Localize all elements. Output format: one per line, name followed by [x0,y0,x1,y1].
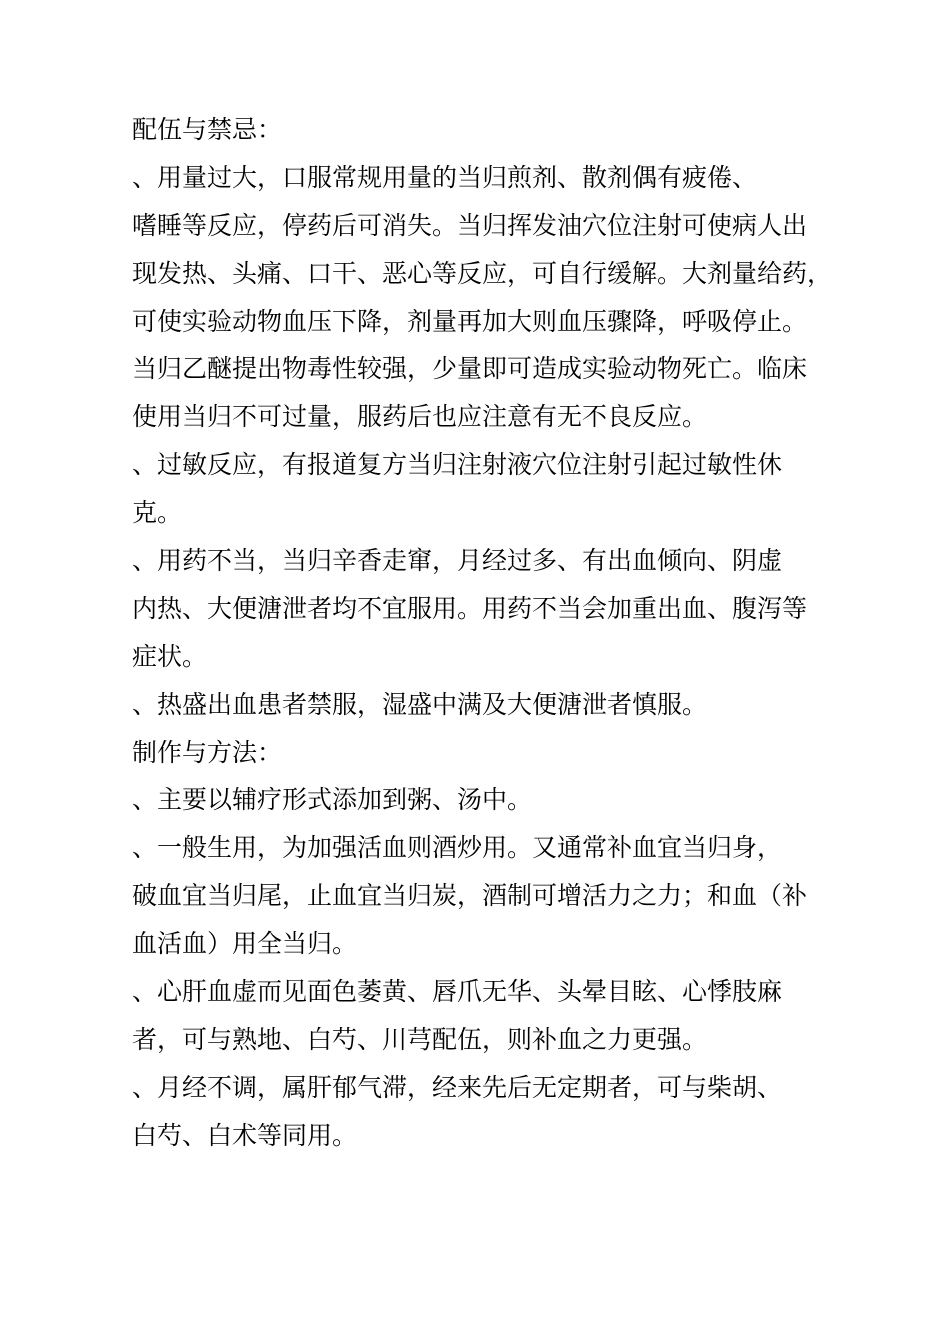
text-line: 破血宜当归尾，止血宜当归炭，酒制可增活力之力；和血（补 [132,881,808,911]
text-line: 、主要以辅疗形式添加到粥、汤中。 [132,785,533,815]
text-line: 症状。 [132,641,208,671]
contraindication-item-3 [132,537,832,681]
contraindication-item-4 [132,681,832,729]
text-line: 嗜睡等反应，停药后可消失。当归挥发油穴位注射可使病人出 [132,210,808,240]
text-line: 、热盛出血患者禁服，湿盛中满及大便溏泄者慎服。 [132,689,708,719]
section-heading-contraindications: 配伍与禁忌： [132,115,283,144]
text-line: 、过敏反应，有报道复方当归注射液穴位注射引起过敏性休 [132,450,783,480]
text-line: 克。 [132,498,183,528]
text-line: 内热、大便溏泄者均不宜服用。用药不当会加重出血、腹泻等 [132,593,808,623]
text-line: 、一般生用，为加强活血则酒炒用。又通常补血宜当归身， [132,833,783,863]
text-line: 白芍、白术等同用。 [132,1120,358,1150]
section-heading-preparation: 制作与方法： [132,737,283,767]
text-line: 、心肝血虚而见面色萎黄、唇爪无华、头晕目眩、心悸肢麻 [132,977,783,1007]
preparation-item-4 [132,1064,832,1160]
text-line: 、用药不当，当归辛香走窜，月经过多、有出血倾向、阴虚 [132,546,783,576]
text-line: 可使实验动物血压下降，剂量再加大则血压骤降，呼吸停止。 [132,306,808,336]
text-line: 、用量过大，口服常规用量的当归煎剂、散剂偶有疲倦、 [132,162,758,192]
text-line: 者，可与熟地、白芍、川芎配伍，则补血之力更强。 [132,1024,708,1054]
text-line: 当归乙醚提出物毒性较强，少量即可造成实验动物死亡。临床 [132,354,808,384]
preparation-item-2 [132,824,832,968]
text-line: 使用当归不可过量，服药后也应注意有无不良反应。 [132,402,708,432]
text-line: 现发热、头痛、口干、恶心等反应，可自行缓解。大剂量给药， [132,258,833,288]
text-line: 、月经不调，属肝郁气滞，经来先后无定期者，可与柴胡、 [132,1072,783,1102]
contraindication-item-1 [132,154,832,441]
preparation-item-1 [132,776,832,824]
text-line: 血活血）用全当归。 [132,929,358,959]
contraindication-item-2 [132,441,832,537]
document-body [132,106,832,1160]
preparation-item-3 [132,968,832,1064]
